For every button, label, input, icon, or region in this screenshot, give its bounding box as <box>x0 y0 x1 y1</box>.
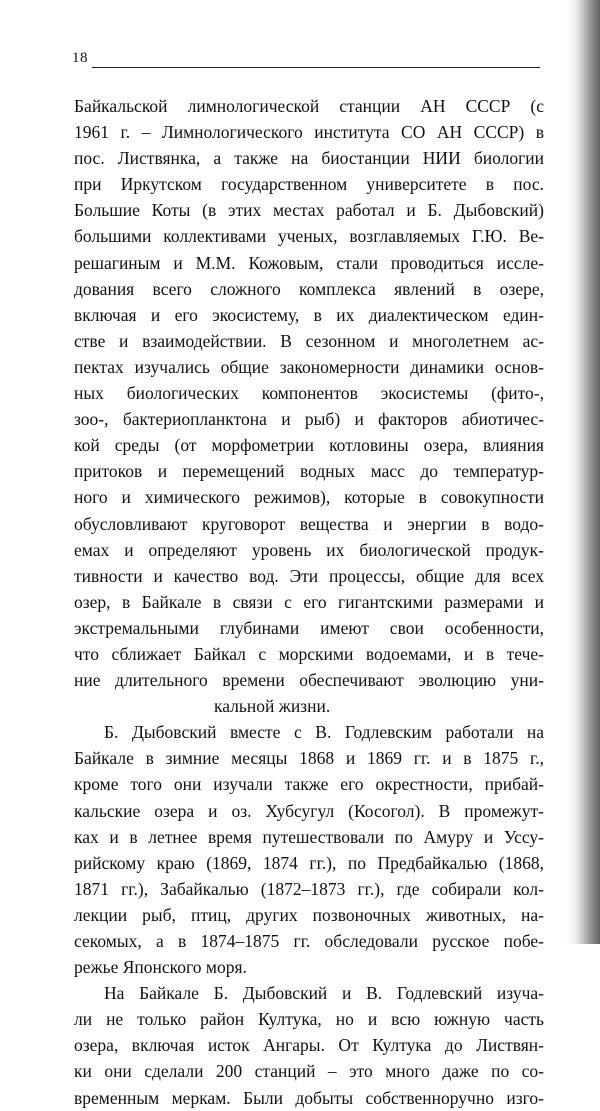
text-line: 1871 гг.), Забайкалью (1872–1873 гг.), где собирали кол- <box>74 878 544 899</box>
page-number: 18 <box>72 50 88 66</box>
text-line: ки они сделали 200 станций – это много даже по со- <box>74 1061 544 1082</box>
text-line: Б. Дыбовский вместе с В. Годлевским работали на <box>104 722 544 743</box>
text-line: лекции рыб, птиц, других позвоночных животных, на- <box>74 904 544 925</box>
body-text <box>74 93 544 1111</box>
text-line: Байкальской лимнологической станции АН СССР (с <box>74 96 544 116</box>
text-line: На Байкале Б. Дыбовский и В. Годлевский изуча- <box>104 983 544 1004</box>
text-line: решагиным и М.М. Кожовым, стали проводиться иссле- <box>74 252 544 273</box>
text-line: тивности и качество вод. Эти процессы, общие для всех <box>74 565 544 586</box>
page-edge-shadow <box>566 0 600 944</box>
text-line: стве и взаимодействии. В сезонном и многолетнем ас- <box>74 330 544 351</box>
text-line: экстремальными глубинами имеют свои особенности, <box>74 617 544 638</box>
text-line: ние длительного времени обеспечивают эволюцию уни- <box>74 670 544 691</box>
text-line: кальной жизни. <box>214 696 331 717</box>
text-line: большими коллективами ученых, возглавляемых Г.Ю. Ве- <box>74 226 544 247</box>
text-line: ли не только район Култука, но и всю южную часть <box>74 1009 544 1030</box>
text-line: обусловливают круговорот вещества и энергии в водо- <box>74 513 544 534</box>
text-line: озера, включая исток Ангары. От Култука до Листвян- <box>74 1035 544 1056</box>
text-line: 1961 г. – Лимнологического института СО АН СССР) в <box>74 122 544 143</box>
text-line: притоков и перемещений водных масс до температур- <box>74 461 544 482</box>
text-line: ках и в летнее время путешествовали по Амуру и Уссу- <box>74 826 544 847</box>
text-line: озер, в Байкале в связи с его гигантскими размерами и <box>74 591 544 612</box>
text-line: пос. Листвянка, а также на биостанции НИИ биологии <box>74 148 544 169</box>
text-line: рийскому краю (1869, 1874 гг.), по Предбайкалью (1868, <box>74 852 544 873</box>
text-line: дования всего сложного комплекса явлений в озере, <box>74 278 544 299</box>
text-line: емах и определяют уровень их биологической продук- <box>74 539 544 560</box>
text-line: режье Японского моря. <box>74 957 247 978</box>
text-line: Байкале в зимние месяцы 1868 и 1869 гг. и в 1875 г., <box>74 748 544 769</box>
text-line: кроме того они изучали также его окрестности, прибай- <box>74 774 544 795</box>
text-line: кальские озера и оз. Хубсугул (Косогол). В промежут- <box>74 800 544 821</box>
text-line: при Иркутском государственном университете в пос. <box>74 174 544 195</box>
text-line: включая и его экосистему, в их диалектическом един- <box>74 304 544 325</box>
text-line: секомых, а в 1874–1875 гг. обследовали русское побе- <box>74 931 544 951</box>
text-line: временным меркам. Были добыты собственноручно изго- <box>74 1087 544 1108</box>
text-line: ного и химического режимов), которые в совокупности <box>74 487 544 508</box>
text-line: кой среды (от морфометрии котловины озера, влияния <box>74 435 544 456</box>
header-rule <box>92 67 540 68</box>
text-line: пектах изучались общие закономерности динамики основ- <box>74 356 544 377</box>
text-line: что сближает Байкал с морскими водоемами, и в тече- <box>74 643 544 664</box>
text-line: зоо-, бактериопланктона и рыб) и факторов абиотичес- <box>74 409 544 430</box>
text-line: ных биологических компонентов экосистемы (фито-, <box>74 383 544 404</box>
text-line: Большие Коты (в этих местах работал и Б. Дыбовский) <box>74 200 544 221</box>
